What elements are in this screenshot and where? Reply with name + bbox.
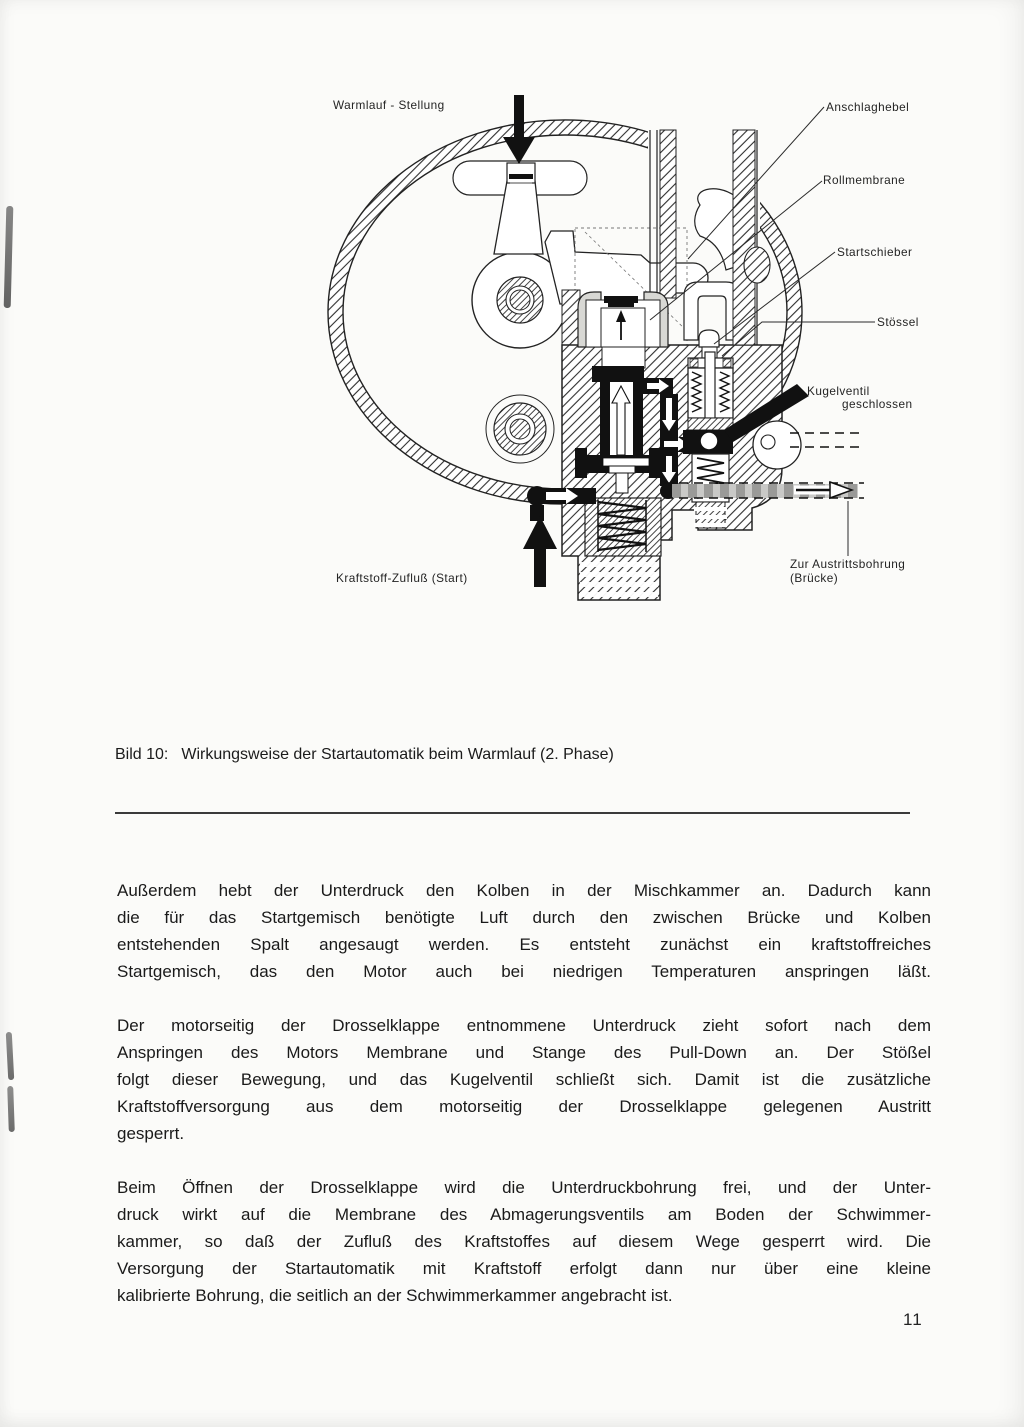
down-arrow-head — [503, 137, 535, 164]
horizontal-rule — [115, 812, 910, 814]
label-kugelventil: Kugelventil — [807, 384, 870, 398]
page-number: 11 — [903, 1310, 923, 1329]
text-line: Startgemisch, das den Motor auch bei niedrigen Temperaturen anspringen läßt. — [117, 962, 931, 981]
text-line: folgt dieser Bewegung, und das Kugelventil schließt sich. Damit ist die zusätzliche — [117, 1070, 931, 1089]
stoessel-rod — [705, 352, 715, 418]
fuel-needle — [609, 466, 635, 473]
down-arrow-shaft — [514, 95, 524, 139]
text-line: kalibrierte Bohrung, die seitlich an der Schwimmerkammer angebracht ist. — [117, 1286, 673, 1305]
paragraph-2 — [117, 1012, 931, 1147]
cap-band — [509, 174, 533, 179]
label-kraftstoff-zufluss: Kraftstoff-Zufluß (Start) — [336, 571, 468, 585]
up-arrow-shaft — [534, 549, 546, 587]
text-line: Außerdem hebt der Unterdruck den Kolben in der Mischkammer an. Dadurch kann — [117, 881, 931, 900]
text-line: Anspringen des Motors Membrane und Stange des Pull-Down an. Der Stößel — [117, 1043, 931, 1062]
scan-artifact — [6, 1032, 15, 1080]
text-line: druck wirkt auf die Membrane des Abmagerungsventils am Boden der Schwimmer- — [117, 1205, 931, 1224]
label-warmlauf-stellung: Warmlauf - Stellung — [333, 98, 445, 112]
scan-artifact — [7, 1086, 15, 1132]
label-anschlaghebel: Anschlaghebel — [826, 100, 910, 114]
label-geschlossen: geschlossen — [842, 397, 913, 411]
text-line: Beim Öffnen der Drosselklappe wird die Unterdruckbohrung frei, und der Unter- — [117, 1178, 931, 1197]
label-bruecke: (Brücke) — [790, 571, 839, 585]
up-arrow-head — [523, 516, 557, 549]
text-line: die für das Startgemisch benötigte Luft durch den zwischen Brücke und Kolben — [117, 908, 931, 927]
figure-caption-text: Wirkungsweise der Startautomatik beim Warmlauf (2. Phase) — [181, 746, 614, 763]
figure-caption — [115, 746, 614, 764]
text-line: Kraftstoffversorgung aus dem motorseitig der Drosselklappe gelegenen Austritt — [117, 1097, 931, 1116]
text-line: Der motorseitig der Drosselklappe entnommene Unterdruck zieht sofort nach dem — [117, 1016, 931, 1035]
shaft-cap — [507, 163, 535, 183]
figure-caption-number: Bild 10: — [115, 746, 169, 763]
ball — [700, 432, 718, 450]
label-stoessel: Stössel — [877, 315, 919, 329]
text-line: kammer, so daß der Zufluß des Kraftstoffes auf diesem Wege gesperrt wird. Die — [117, 1232, 931, 1251]
wall-bump — [744, 247, 770, 283]
label-startschieber: Startschieber — [837, 245, 913, 259]
text-line: Versorgung der Startautomatik mit Kraftstoff erfolgt dann nur über eine kleine — [117, 1259, 931, 1278]
label-austrittsbohrung: Zur Austrittsbohrung — [790, 557, 906, 571]
paragraph-3 — [117, 1174, 931, 1309]
body-bulge — [753, 421, 801, 469]
text-line: gesperrt. — [117, 1124, 185, 1143]
paragraph-1 — [117, 877, 931, 985]
text-line: entstehenden Spalt angesaugt werden. Es entsteht zunächst ein kraftstoffreiches — [117, 935, 931, 954]
rolling-membrane — [578, 292, 668, 347]
stoessel-dome — [699, 330, 719, 347]
label-rollmembrane: Rollmembrane — [823, 173, 906, 187]
